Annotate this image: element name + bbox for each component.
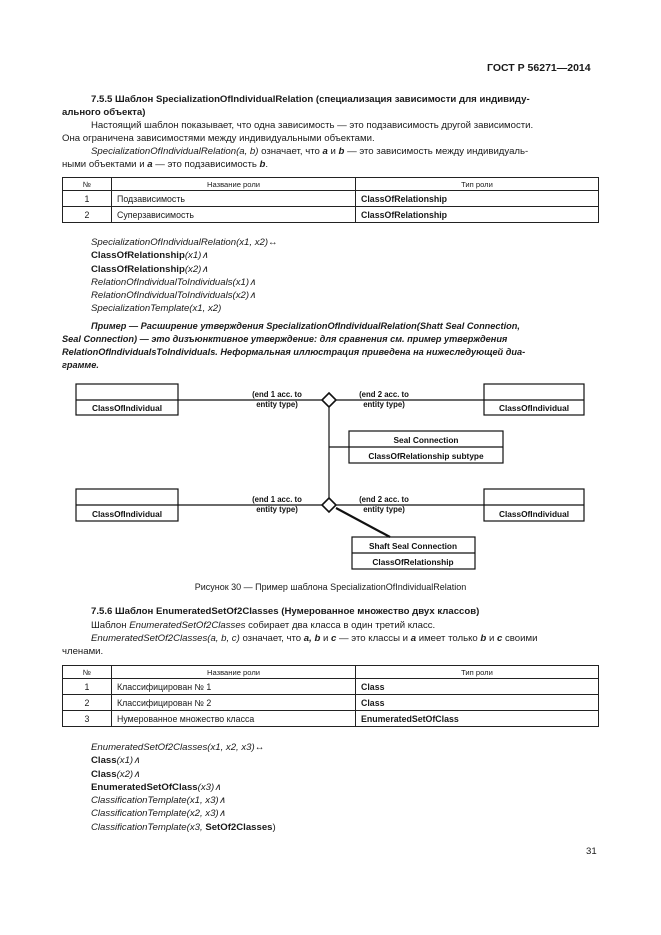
text: — это классы и: [336, 633, 411, 644]
formula-args: ): [272, 821, 276, 833]
section-7-5-5-heading-line1: 7.5.5 Шаблон SpecializationOfIndividualRelation (специализация зависимости для индивиду-: [91, 94, 530, 105]
end2-top-label-2: entity type): [363, 400, 405, 409]
table-row: [63, 711, 599, 727]
standard-number: ГОСТ Р 56271—2014: [487, 62, 591, 74]
formula-args: (x3)∧: [197, 781, 222, 793]
table-row: [63, 679, 599, 695]
end2-bottom-label-2: entity type): [363, 505, 405, 514]
formula-term: SetOf2Classes: [205, 821, 273, 833]
association-diamond-top: [322, 393, 336, 407]
text: и: [327, 146, 339, 157]
paragraph-3: [91, 620, 435, 631]
seal-connection-type: ClassOfRelationship subtype: [368, 451, 484, 461]
var-b: b: [338, 146, 345, 157]
cell-role-type: ClassOfRelationship: [356, 207, 599, 223]
text: и: [486, 633, 497, 644]
col-number-header: №: [63, 666, 112, 679]
association-diamond-bottom: [322, 498, 336, 512]
box-right-bottom-label: ClassOfIndividual: [498, 509, 570, 519]
formula-args: (x1, x2)↔: [236, 237, 278, 248]
cell-role-name: Классифицирован № 2: [112, 695, 356, 711]
seal-connection-name: Seal Connection: [393, 435, 459, 445]
text: собирает два класса в один третий класс.: [245, 620, 436, 631]
cell-number: 1: [63, 679, 112, 695]
formula-term: EnumeratedSetOfClass: [91, 781, 198, 793]
formula-line: [91, 236, 278, 249]
cell-number: 3: [63, 711, 112, 727]
end1-bottom-label-1: (end 1 acc. to: [252, 495, 302, 504]
var-a: a: [410, 633, 417, 644]
section-7-5-5-heading-line2: ального объекта): [62, 107, 146, 118]
text: означает, что: [258, 146, 323, 157]
paragraph-2-line2: [62, 159, 268, 170]
box-right-top-label: ClassOfIndividual: [498, 403, 570, 413]
paragraph-4-line1: [91, 633, 537, 644]
template-name: SpecializationOfIndividualRelation: [91, 146, 237, 157]
section-7-5-6-heading: 7.5.6 Шаблон EnumeratedSetOf2Classes (Нумерованное множество двух классов): [91, 606, 480, 617]
table-row: [63, 695, 599, 711]
end1-top-label-2: entity type): [256, 400, 298, 409]
paragraph-2-line1: [91, 146, 528, 157]
var-a: a: [147, 159, 153, 170]
cell-role-name: Суперзависимость: [112, 207, 356, 223]
formula-term: Class: [91, 755, 117, 767]
cell-role-type: EnumeratedSetOfClass: [356, 711, 599, 727]
formula-term: SpecializationOfIndividualRelation: [91, 237, 237, 248]
formula-args: (x3,: [186, 821, 206, 833]
shaft-seal-connection-name: Shaft Seal Connection: [368, 541, 458, 551]
roles-table-7-5-5: [62, 177, 599, 223]
var-c: c: [331, 633, 337, 644]
formula-term: ClassificationTemplate: [91, 821, 187, 833]
formula-args: (x1, x2, x3)↔: [207, 742, 265, 753]
text: .: [265, 159, 269, 170]
formula-term: ClassOfRelationship: [91, 263, 185, 275]
formula-args: (x1)∧: [116, 755, 141, 767]
formula-line: RelationOfIndividualToIndividuals(x2)∧: [91, 290, 257, 302]
text: — это зависимость между индивидуаль-: [344, 146, 529, 157]
formula-block-7-5-6: [91, 741, 276, 834]
formula-line: ClassificationTemplate(x2, x3)∧: [91, 808, 226, 820]
page-number: 31: [586, 846, 597, 857]
text: — это подзависимость: [152, 159, 260, 170]
formula-line: SpecializationTemplate(x1, x2): [91, 303, 222, 315]
cell-role-name: Нумерованное множество класса: [112, 711, 356, 727]
roles-table-7-5-6: [62, 665, 599, 727]
box-left-top-label: ClassOfIndividual: [91, 403, 163, 413]
text: своими: [502, 633, 538, 644]
formula-args: (x2)∧: [116, 768, 141, 780]
paragraph-1-line2: Она ограничена зависимостями между индивидуальными объектами.: [62, 133, 375, 144]
col-role-type-header: Тип роли: [356, 178, 599, 191]
text: ными объектами и: [62, 159, 148, 170]
cell-role-name: Классифицирован № 1: [112, 679, 356, 695]
cell-role-type: Class: [356, 679, 599, 695]
box-left-bottom-label: ClassOfIndividual: [91, 509, 163, 519]
figure-caption: Рисунок 30 — Пример шаблона SpecializationOfIndividualRelation: [194, 582, 467, 592]
example-line1: Пример — Расширение утверждения SpecializationOfIndividualRelation(Shatt Seal Connection,: [91, 321, 520, 331]
shaft-seal-connection-type: ClassOfRelationship: [372, 557, 454, 567]
template-name: EnumeratedSetOf2Classes: [91, 633, 208, 644]
col-role-name-header: Название роли: [112, 666, 356, 679]
cell-role-type: Class: [356, 695, 599, 711]
cell-number: 2: [63, 695, 112, 711]
template-args: (a, b, c): [207, 633, 240, 644]
var-ab: a, b: [303, 633, 321, 644]
text: и: [320, 633, 332, 644]
template-name: EnumeratedSetOf2Classes: [129, 620, 246, 631]
text: имеет только: [416, 633, 481, 644]
formula-args: (x2)∧: [184, 263, 209, 275]
table-row: [63, 191, 599, 207]
example-line3: RelationOfIndividualsToIndividuals. Неформальная иллюстрация приведена на нижеследующей диа-: [62, 347, 526, 357]
formula-line: RelationOfIndividualToIndividuals(x1)∧: [91, 276, 257, 288]
formula-line: [91, 263, 278, 276]
template-args: (a, b): [236, 146, 259, 157]
var-b: b: [480, 633, 487, 644]
col-number-header: №: [63, 178, 112, 191]
cell-role-name: Подзависимость: [112, 191, 356, 207]
formula-args: (x1)∧: [184, 250, 209, 262]
var-a: a: [322, 146, 328, 157]
formula-term: Class: [91, 768, 117, 780]
formula-term: EnumeratedSetOf2Classes: [91, 742, 208, 753]
formula-line: [91, 768, 276, 781]
table-row: [63, 207, 599, 223]
cell-number: 1: [63, 191, 112, 207]
cell-number: 2: [63, 207, 112, 223]
cell-role-type: ClassOfRelationship: [356, 191, 599, 207]
end1-bottom-label-2: entity type): [256, 505, 298, 514]
example-line2: Seal Connection) — это дизъюнктивное утверждение: для сравнения см. пример утверждения: [62, 334, 508, 344]
formula-line: [91, 821, 276, 834]
paragraph-4-line2: членами.: [62, 646, 104, 657]
formula-line: [91, 754, 276, 767]
formula-term: ClassOfRelationship: [91, 250, 185, 262]
formula-line: [91, 781, 276, 794]
formula-line: [91, 741, 276, 754]
table-header-row: [63, 178, 599, 191]
col-role-type-header: Тип роли: [356, 666, 599, 679]
paragraph-1-line1: Настоящий шаблон показывает, что одна зависимость — это подзависимость другой зависимости.: [91, 120, 534, 131]
table-header-row: [63, 666, 599, 679]
text: Шаблон: [91, 620, 130, 631]
end1-top-label-1: (end 1 acc. to: [252, 390, 302, 399]
col-role-name-header: Название роли: [112, 178, 356, 191]
example-line4: грамме.: [62, 360, 99, 370]
text: означает, что: [239, 633, 304, 644]
var-c: c: [496, 633, 503, 644]
end2-bottom-label-1: (end 2 acc. to: [359, 495, 409, 504]
formula-line: [91, 249, 278, 262]
end2-top-label-1: (end 2 acc. to: [359, 390, 409, 399]
var-b: b: [259, 159, 266, 170]
formula-block-7-5-5: [91, 236, 278, 316]
diagram-figure-30: [0, 375, 661, 595]
formula-line: ClassificationTemplate(x1, x3)∧: [91, 795, 226, 807]
